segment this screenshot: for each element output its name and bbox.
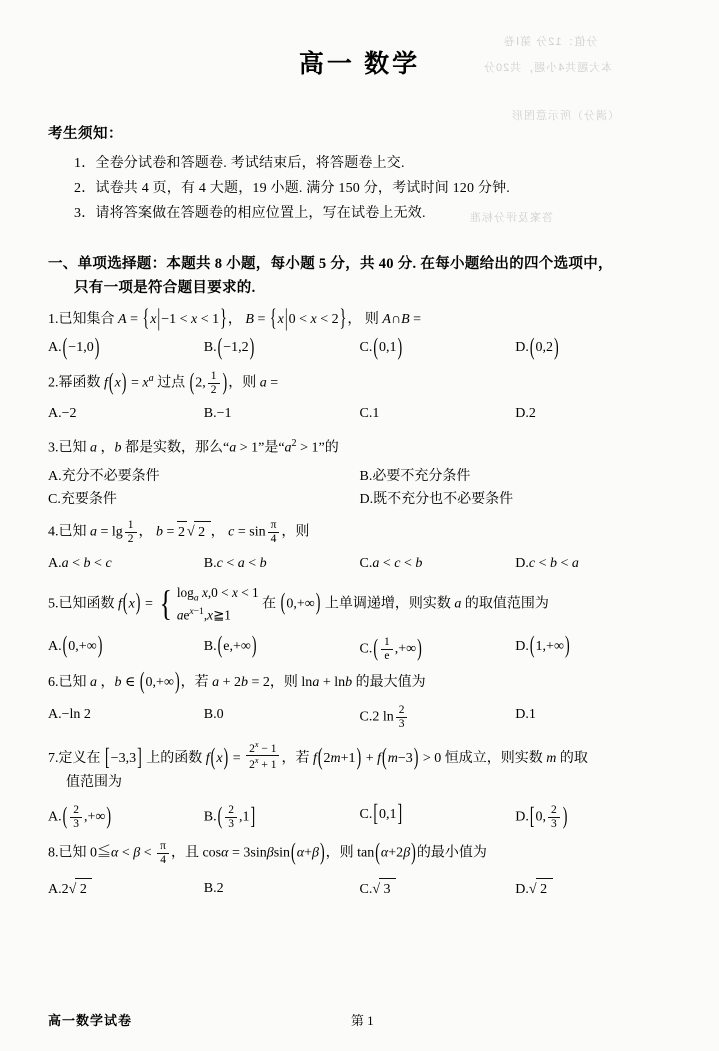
question-4 bbox=[48, 519, 671, 574]
question-7-stem-line2: 值范围为 bbox=[66, 775, 122, 791]
scan-bleed-mark-1: 分值：12分 第Ⅰ卷 bbox=[503, 36, 598, 48]
question-2 bbox=[48, 368, 671, 425]
question-4-options bbox=[48, 553, 671, 574]
option-b[interactable]: B.−1 bbox=[203, 406, 232, 422]
option-d[interactable]: D.c < b < a bbox=[515, 555, 579, 571]
page-title: 高一 数学 bbox=[298, 51, 421, 78]
question-2-options bbox=[48, 403, 671, 424]
question-5-options bbox=[48, 632, 671, 663]
notice-item: 3．请将答案做在答题卷的相应位置上，写在试卷上无效. bbox=[74, 206, 426, 221]
option-a[interactable]: A.(0,+∞) bbox=[48, 634, 103, 660]
question-8 bbox=[48, 840, 671, 900]
question-7 bbox=[48, 740, 671, 831]
option-c[interactable]: C.充要条件 bbox=[48, 492, 117, 508]
question-5 bbox=[48, 583, 671, 663]
option-c[interactable]: C.1 bbox=[359, 406, 380, 422]
question-4-stem: 4.已知 a = lg $\frac{1}{2}$ ， b = 2 √ 2 ， c = sin $\frac{\pi}{4}$ ，则 bbox=[48, 519, 310, 545]
scan-bleed-mark-2: 本大题共4小题，共20分 bbox=[483, 62, 613, 74]
option-c[interactable]: C.[0,1] bbox=[359, 802, 403, 828]
footer-page-number: 第 1 bbox=[350, 1013, 374, 1028]
question-6-options bbox=[48, 700, 671, 731]
question-8-stem: 8.已知 0≦α < β < $\frac{\pi}{4}$ ，且 cosα = 3sinβsin(α+β)，则 tan(α+2β)的最小值为 bbox=[48, 839, 487, 866]
footer-paper-name: 高一数学试卷 bbox=[48, 1013, 133, 1028]
option-a[interactable]: A.−ln 2 bbox=[48, 706, 91, 722]
option-b[interactable]: B.c < a < b bbox=[203, 555, 267, 571]
notice-item: 2．试卷共 4 页，有 4 大题，19 小题. 满分 150 分，考试时间 120 分钟. bbox=[74, 181, 510, 196]
question-6-stem: 6.已知 a ，b ∈ (0,+∞)，若 a + 2b = 2，则 lna + lnb 的最大值为 bbox=[48, 669, 426, 696]
question-1-stem: 1.已知集合 A = {x|−1 < x < 1}， B = {x|0 < x < 2}， 则 A∩B = bbox=[48, 307, 422, 333]
question-1 bbox=[48, 309, 671, 359]
section-heading bbox=[48, 252, 671, 300]
option-c[interactable]: C.(0,1) bbox=[359, 335, 403, 361]
question-5-stem: 5.已知函数 f(x) = { $\log_a x,0 < x < 1$ $ae^{x-1},x≧1$ 在 (0,+∞) 上单调递增，则实数 a 的取值范围为 bbox=[48, 583, 549, 624]
notice-list bbox=[48, 151, 671, 226]
option-b[interactable]: B.(−1,2) bbox=[203, 335, 255, 361]
option-d[interactable]: D.[0, $\frac{2}{3}$ ) bbox=[515, 804, 568, 831]
option-b[interactable]: B.(e,+∞) bbox=[203, 634, 257, 660]
question-7-stem: 7.定义在 [−3,3] 上的函数 f(x) = $\frac{2^x - 1}{2^x + 1}$ ，若 f(2m+1) + f(m−3) > 0 恒成立，则实数 m 的取 bbox=[48, 739, 588, 772]
option-d[interactable]: D.1 bbox=[515, 706, 536, 722]
question-1-options bbox=[48, 335, 671, 361]
section-heading-line1: 一、单项选择题：本题共 8 小题，每小题 5 分，共 40 分. 在每小题给出的四个选项中， bbox=[48, 256, 613, 272]
option-d[interactable]: D.既不充分也不必要条件 bbox=[359, 492, 514, 508]
option-d[interactable]: D.2 bbox=[515, 406, 536, 422]
option-b[interactable]: B.( $\frac{2}{3}$ ,1] bbox=[203, 804, 256, 831]
section-heading-line2: 只有一项是符合题目要求的. bbox=[74, 280, 256, 296]
option-b[interactable]: B.0 bbox=[203, 706, 224, 722]
option-c[interactable]: C.√ 3 bbox=[360, 874, 516, 900]
option-d[interactable]: D.√ 2 bbox=[515, 874, 671, 900]
question-3-stem: 3.已知 a ，b 都是实数，那么“a > 1”是“$a^2 > 1$”的 bbox=[48, 438, 339, 457]
notice-item: 1．全卷分试卷和答题卷. 考试结束后，将答题卷上交. bbox=[74, 156, 405, 171]
question-6 bbox=[48, 669, 671, 731]
option-a[interactable]: A.充分不必要条件 bbox=[48, 469, 160, 485]
question-8-options bbox=[48, 874, 671, 900]
question-3 bbox=[48, 433, 671, 510]
question-7-options bbox=[48, 800, 671, 831]
option-a[interactable]: A.a < b < c bbox=[48, 555, 112, 571]
scan-bleed-mark-4: 答案及评分标准 bbox=[469, 212, 553, 224]
option-c[interactable]: C.2 ln $\frac{2}{3}$ bbox=[360, 700, 516, 731]
option-b[interactable]: B.必要不充分条件 bbox=[359, 469, 471, 485]
option-d[interactable]: D.(0,2) bbox=[515, 335, 559, 361]
option-b[interactable]: B.2 bbox=[203, 880, 224, 896]
option-c[interactable]: C.( $\frac{1}{e}$ ,+∞) bbox=[359, 635, 422, 663]
option-a[interactable]: A.−2 bbox=[48, 406, 77, 422]
scan-bleed-mark-3: （满分）所示意图形 bbox=[511, 110, 619, 122]
question-2-stem: 2.幂函数 $f(x) = x^a$ 过点 (2, $\frac{1}{2}$ )，则 a = bbox=[48, 369, 279, 396]
option-c[interactable]: C.a < c < b bbox=[359, 555, 423, 571]
option-a[interactable]: A.( $\frac{2}{3}$ ,+∞) bbox=[48, 804, 112, 831]
option-a[interactable]: A.(−1,0) bbox=[48, 335, 100, 361]
notice-heading: 考生须知： bbox=[48, 126, 123, 142]
question-3-options bbox=[48, 466, 671, 510]
option-d[interactable]: D.(1,+∞) bbox=[515, 634, 570, 660]
option-a[interactable]: A.2√ 2 bbox=[48, 874, 204, 900]
